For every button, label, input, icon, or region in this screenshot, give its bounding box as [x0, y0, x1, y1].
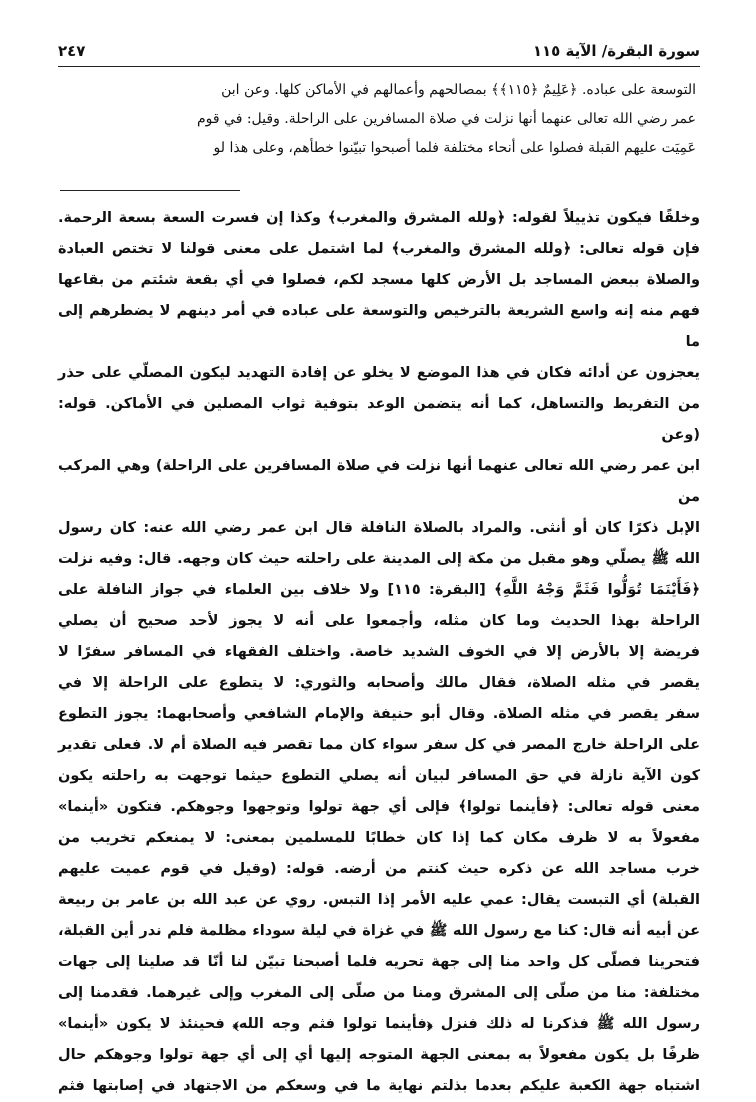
page-header: [58, 36, 700, 67]
text-line: عمر رضي الله تعالى عنهما أنها نزلت في صلاة المسافرين على الراحلة. وقيل: في قوم: [196, 111, 696, 127]
text-line: يعجزون عن أدائه فكان في هذا الموضع لا يخلو عن إفادة التهديد ليكون المصلّي على حذر: [58, 365, 700, 381]
text-line: ابن عمر رضي الله تعالى عنهما أنها نزلت في صلاة المسافرين على الراحلة) وهي المركب من: [58, 458, 700, 505]
text-line: فهم منه إنه واسع الشريعة بالترخيص والتوسعة على عباده في أمر دينهم لا يضطرهم إلى ما: [58, 303, 700, 350]
text-line: فريضة إلا بالأرض إلا في الخوف الشديد خاصة. واختلف الفقهاء في المسافر سفرًا لا: [58, 644, 700, 660]
text-line: فإن قوله تعالى: ﴿ولله المشرق والمغرب﴾ لما اشتمل على معنى قولنا لا تختص العبادة: [58, 241, 700, 257]
text-line: معنى قوله تعالى: ﴿فأينما تولوا﴾ فإلى أي جهة تولوا وتوجهوا وجوهكم. فتكون «أينما»: [58, 799, 700, 815]
text-line: الإبل ذكرًا كان أو أنثى. والمراد بالصلاة النافلة قال ابن عمر رضي الله عنه: كان رسول: [58, 520, 700, 536]
text-line: القبلة) أي التبست يقال: عمي عليه الأمر إذا التبس. روي عن عبد الله بن عامر بن ربيعة: [58, 892, 700, 908]
text-line: مفعولاً به لا ظرف مكان كما إذا كان خطابًا للمسلمين بمعنى: لا يمنعكم تخريب من: [58, 830, 700, 846]
text-line: على الراحلة خارج المصر في كل سفر سواء كان مما تقصر فيه الصلاة أم لا. فعلى تقدير: [58, 737, 700, 753]
text-line: التوسعة على عباده. ﴿عَلِيمٌ ﴿١١٥﴾﴾ بمصالحهم وأعمالهم في الأماكن كلها. وعن ابن: [221, 82, 696, 98]
running-title: سورة البقرة/ الآية ١١٥: [532, 42, 700, 60]
text-line: الله ﷺ يصلّي وهو مقبل من مكة إلى المدينة على راحلته حيث كان وجهه. قال: وفيه نزلت: [58, 551, 700, 567]
text-line: فتحرينا فصلّى كل واحد منا إلى جهة تحريه فلما أصبحنا تبيّن لنا أنّا قد صلينا إلى جهات: [58, 954, 700, 970]
text-line: ﴿فَأَيْنَمَا تُوَلُّوا فَثَمَّ وَجْهُ اللَّهِ﴾ [البقرة: ١١٥] ولا خلاف بين العلماء في جواز النافلة على: [58, 582, 700, 598]
text-line: والصلاة ببعض المساجد بل الأرض كلها مسجد لكم، فصلوا في أي بقعة شئتم من بقاعها: [58, 272, 700, 288]
text-line: سفر يقصر في مثله الصلاة. وقال أبو حنيفة والإمام الشافعي وأصحابهما: يجوز التطوع: [58, 706, 700, 722]
text-line: عن أبيه أنه قال: كنا مع رسول الله ﷺ في غزاة في ليلة سوداء مظلمة فلم ندر أين القبلة،: [58, 923, 700, 939]
commentary-text: [58, 203, 700, 1102]
text-line: ظرفًا بل يكون مفعولاً به بمعنى الجهة المتوجه إليها أي إلى أي جهة تولوا وجوهكم حال: [58, 1047, 700, 1063]
text-line: يقصر في مثله الصلاة، فقال مالك وأصحابه والثوري: لا يتطوع على الراحلة إلا في: [58, 675, 700, 691]
text-line: الراحلة بهذا الحديث وما كان مثله، وأجمعوا على أنه لا يجوز لأحد صحيح أن يصلي: [58, 613, 700, 629]
text-line: وخلقًا فيكون تذييلاً لقوله: ﴿ولله المشرق والمغرب﴾ وكذا إن فسرت السعة بسعة الرحمة.: [58, 210, 700, 226]
text-line: كون الآية نازلة في حق المسافر لبيان أنه يصلي التطوع حيثما توجهت به راحلته يكون: [58, 768, 700, 784]
footnote-separator: [60, 190, 240, 191]
text-line: مختلفة: منا من صلّى إلى المشرق ومنا من صلّى إلى المغرب وإلى غيرهما. فقدمنا إلى: [58, 985, 700, 1001]
page-number: ٢٤٧: [58, 42, 86, 60]
text-line: عَمِيَت عليهم القبلة فصلوا على أنحاء مختلفة فلما أصبحوا تبيّنوا خطأهم، وعلى هذا لو: [213, 140, 696, 156]
text-line: رسول الله ﷺ فذكرنا له ذلك فنزل ﴿فأينما تولوا فثم وجه الله﴾ فحينئذ لا يكون «أينما»: [58, 1016, 700, 1032]
text-line: من التفريط والتساهل، كما أنه يتضمن الوعد بتوفية ثواب المصلين في الأماكن. قوله: (وعن: [58, 396, 700, 443]
text-line: خرب مساجد الله عن ذكره حيث كنتم من أرضه. قوله: (وقيل في قوم عميت عليهم: [58, 861, 700, 877]
text-line: اشتباه جهة الكعبة عليكم بعدما بذلتم نهاية ما في وسعكم من الاجتهاد في إصابتها فثم: [58, 1078, 700, 1094]
quran-tafsir-text: [60, 76, 696, 163]
